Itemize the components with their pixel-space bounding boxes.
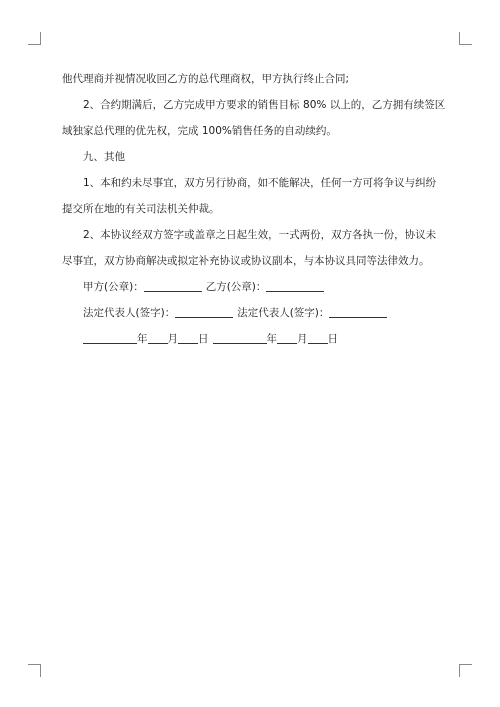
party-a-month-label: 月 (167, 333, 178, 345)
party-a-seal-blank (144, 279, 202, 292)
crop-mark-top-left (28, 32, 41, 45)
paragraph-renewal: 2、合约期满后，乙方完成甲方要求的销售目标 80% 以上的，乙方拥有续签区域独家总代理的优先权，完成 100%销售任务的自动续约。 (62, 99, 446, 137)
party-b-year-blank (213, 331, 267, 344)
party-b-year-label: 年 (266, 333, 277, 345)
document-body (62, 66, 446, 352)
paragraph-effectiveness: 2、本协议经双方签字或盖章之日起生效，一式两份，双方各执一份，协议未尽事宜，双方协商解决或拟定补充协议或协议副本，与本协议具同等法律效力。 (62, 229, 437, 267)
party-a-rep-label: 法定代表人(签字)： (83, 307, 176, 319)
party-a-rep-blank (175, 305, 233, 318)
paragraph-continuation: 他代理商并视情况收回乙方的总代理商权，甲方执行终止合同; (62, 73, 350, 85)
crop-mark-bottom-right (459, 664, 472, 677)
party-a-year-blank (83, 331, 137, 344)
party-b-rep-label: 法定代表人(签字)： (237, 307, 330, 319)
representative-line (62, 300, 446, 326)
party-b-day-blank (308, 331, 328, 344)
party-a-year-label: 年 (137, 333, 148, 345)
section-heading-other: 九、其他 (83, 151, 125, 163)
crop-mark-top-right (459, 32, 472, 45)
party-a-day-blank (178, 331, 198, 344)
seal-line (62, 274, 446, 300)
date-line (62, 326, 446, 352)
crop-mark-bottom-left (28, 664, 41, 677)
party-b-seal-blank (266, 279, 324, 292)
party-b-day-label: 日 (327, 333, 338, 345)
party-b-seal-label: 乙方(公章)： (205, 281, 267, 293)
party-a-month-blank (148, 331, 168, 344)
party-b-month-label: 月 (297, 333, 308, 345)
party-a-day-label: 日 (198, 333, 209, 345)
party-b-month-blank (277, 331, 297, 344)
paragraph-disputes: 1、本和约未尽事宜，双方另行协商，如不能解决，任何一方可将争议与纠纷提交所在地的有关司法机关仲裁。 (62, 177, 437, 215)
party-b-rep-blank (329, 305, 387, 318)
party-a-seal-label: 甲方(公章)： (83, 281, 144, 293)
